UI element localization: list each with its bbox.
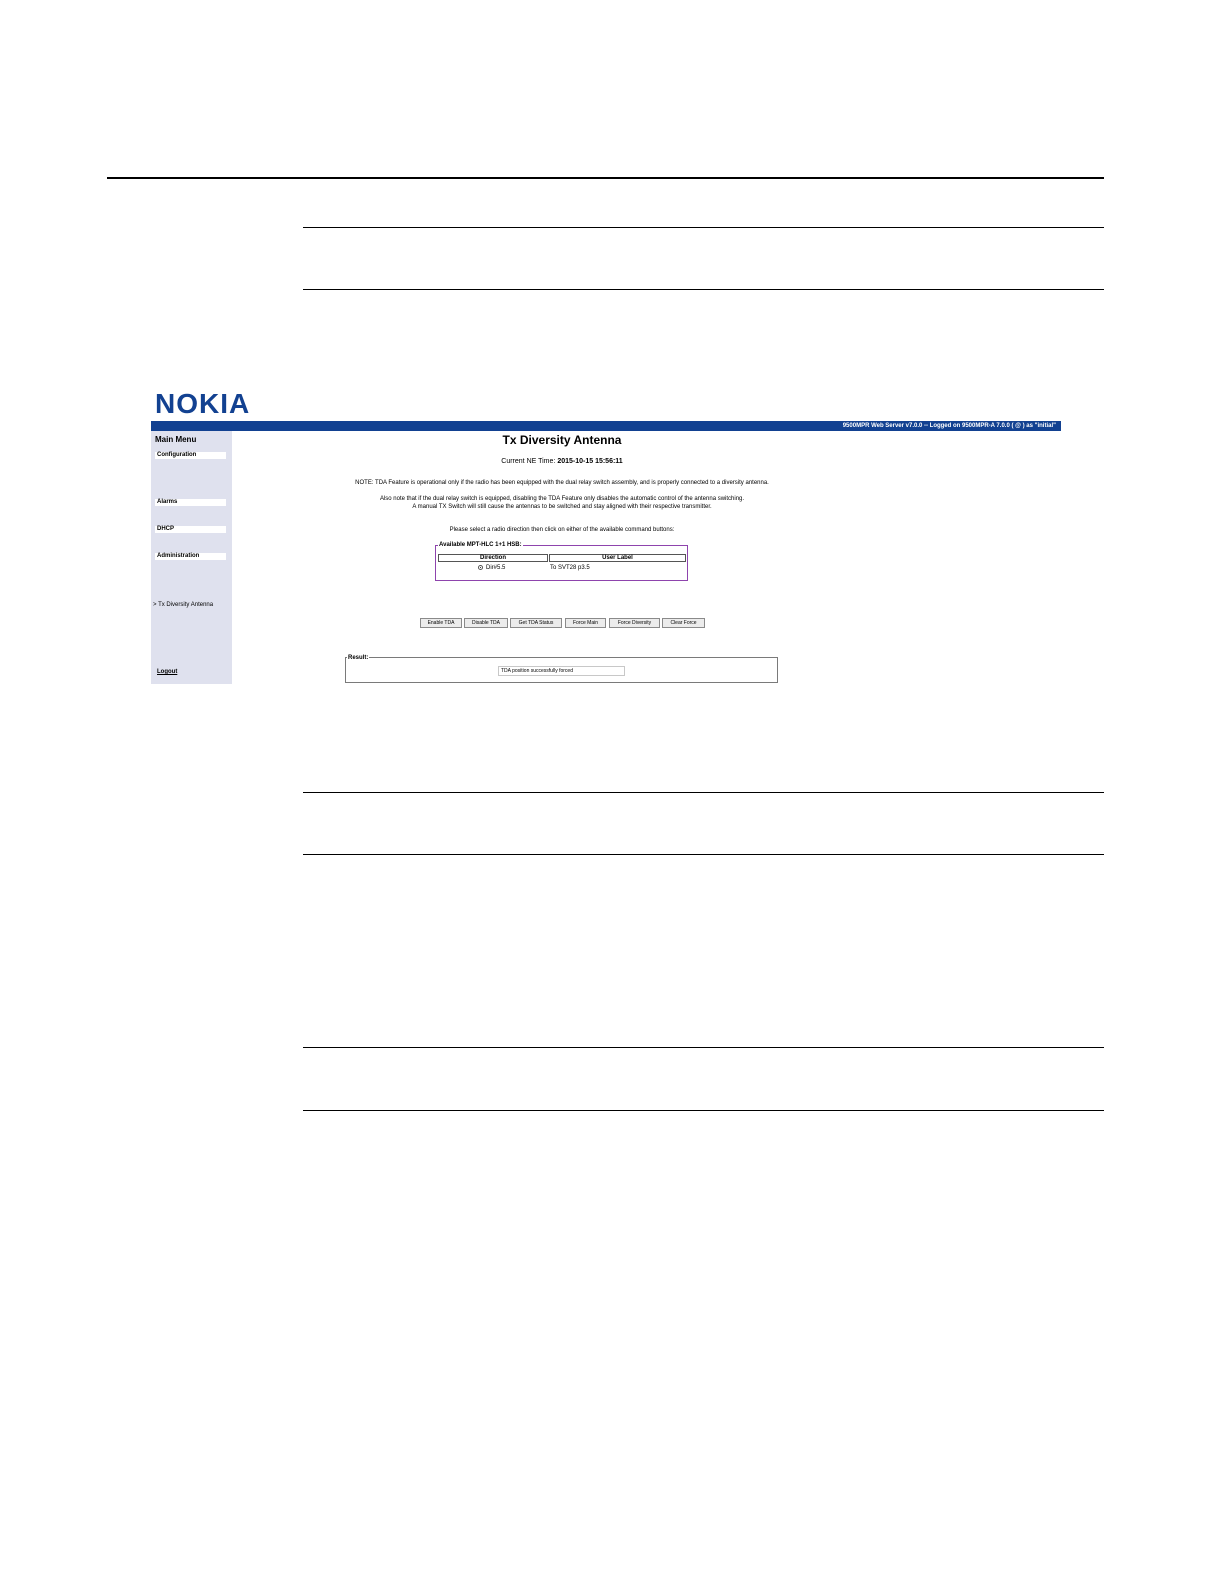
divider-rule bbox=[303, 1110, 1104, 1111]
main-menu-sidebar bbox=[151, 431, 232, 684]
column-header-user-label: User Label bbox=[549, 554, 686, 562]
nokia-logo: NOKIA bbox=[155, 388, 251, 419]
direction-cell: Dir#5.5 bbox=[486, 565, 506, 571]
divider-rule bbox=[303, 1047, 1104, 1048]
header-rule bbox=[107, 177, 1104, 179]
result-legend: Result: bbox=[348, 655, 369, 661]
sidebar-item-alarms[interactable]: Alarms bbox=[155, 499, 226, 506]
divider-rule bbox=[303, 227, 1104, 228]
divider-rule bbox=[303, 792, 1104, 793]
selection-prompt: Please select a radio direction then click on either of the available command buttons: bbox=[449, 527, 675, 533]
note-text: Also note that if the dual relay switch is equipped, disabling the TDA Feature only disables the automatic control of the antenna switching. bbox=[379, 496, 745, 502]
sidebar-item-configuration[interactable]: Configuration bbox=[155, 452, 226, 459]
clear-force-button[interactable]: Clear Force bbox=[662, 618, 705, 628]
sidebar-item-administration[interactable]: Administration bbox=[155, 553, 226, 560]
force-main-button[interactable]: Force Main bbox=[565, 618, 606, 628]
main-content bbox=[232, 431, 1061, 684]
ne-time-label: Current NE Time: bbox=[501, 458, 556, 465]
divider-rule bbox=[303, 854, 1104, 855]
ne-time bbox=[232, 458, 892, 465]
note-text: NOTE: TDA Feature is operational only if the radio has been equipped with the dual relay switch assembly, and is properly connected to a diversity antenna. bbox=[355, 480, 769, 486]
page-title: Tx Diversity Antenna bbox=[502, 433, 622, 447]
get-tda-status-button[interactable]: Get TDA Status bbox=[510, 618, 562, 628]
top-status-bar: 9500MPR Web Server v7.0.0 -- Logged on 9500MPR-A 7.0.0 ( @ ) as "initial" bbox=[151, 421, 1061, 431]
column-header-direction: Direction bbox=[438, 554, 548, 562]
result-field: TDA position successfully forced bbox=[498, 666, 625, 676]
fieldset-legend: Available MPT-HLC 1+1 HSB: bbox=[439, 542, 522, 548]
direction-radio[interactable] bbox=[478, 565, 483, 570]
user-label-cell: To SVT28 p3.5 bbox=[550, 565, 590, 571]
result-fieldset bbox=[345, 657, 778, 683]
force-diversity-button[interactable]: Force Diversity bbox=[609, 618, 660, 628]
enable-tda-button[interactable]: Enable TDA bbox=[420, 618, 462, 628]
sidebar-item-tx-diversity-antenna[interactable]: > Tx Diversity Antenna bbox=[153, 602, 214, 608]
radio-direction-fieldset bbox=[435, 542, 688, 581]
logout-link[interactable]: Logout bbox=[157, 669, 178, 675]
sidebar-item-dhcp[interactable]: DHCP bbox=[155, 526, 226, 533]
disable-tda-button[interactable]: Disable TDA bbox=[464, 618, 508, 628]
ne-time-value: 2015-10-15 15:56:11 bbox=[557, 458, 623, 465]
note-text: A manual TX Switch will still cause the antennas to be switched and stay aligned with their respective transmitter. bbox=[412, 504, 712, 510]
main-menu-title: Main Menu bbox=[155, 435, 197, 444]
divider-rule bbox=[303, 289, 1104, 290]
